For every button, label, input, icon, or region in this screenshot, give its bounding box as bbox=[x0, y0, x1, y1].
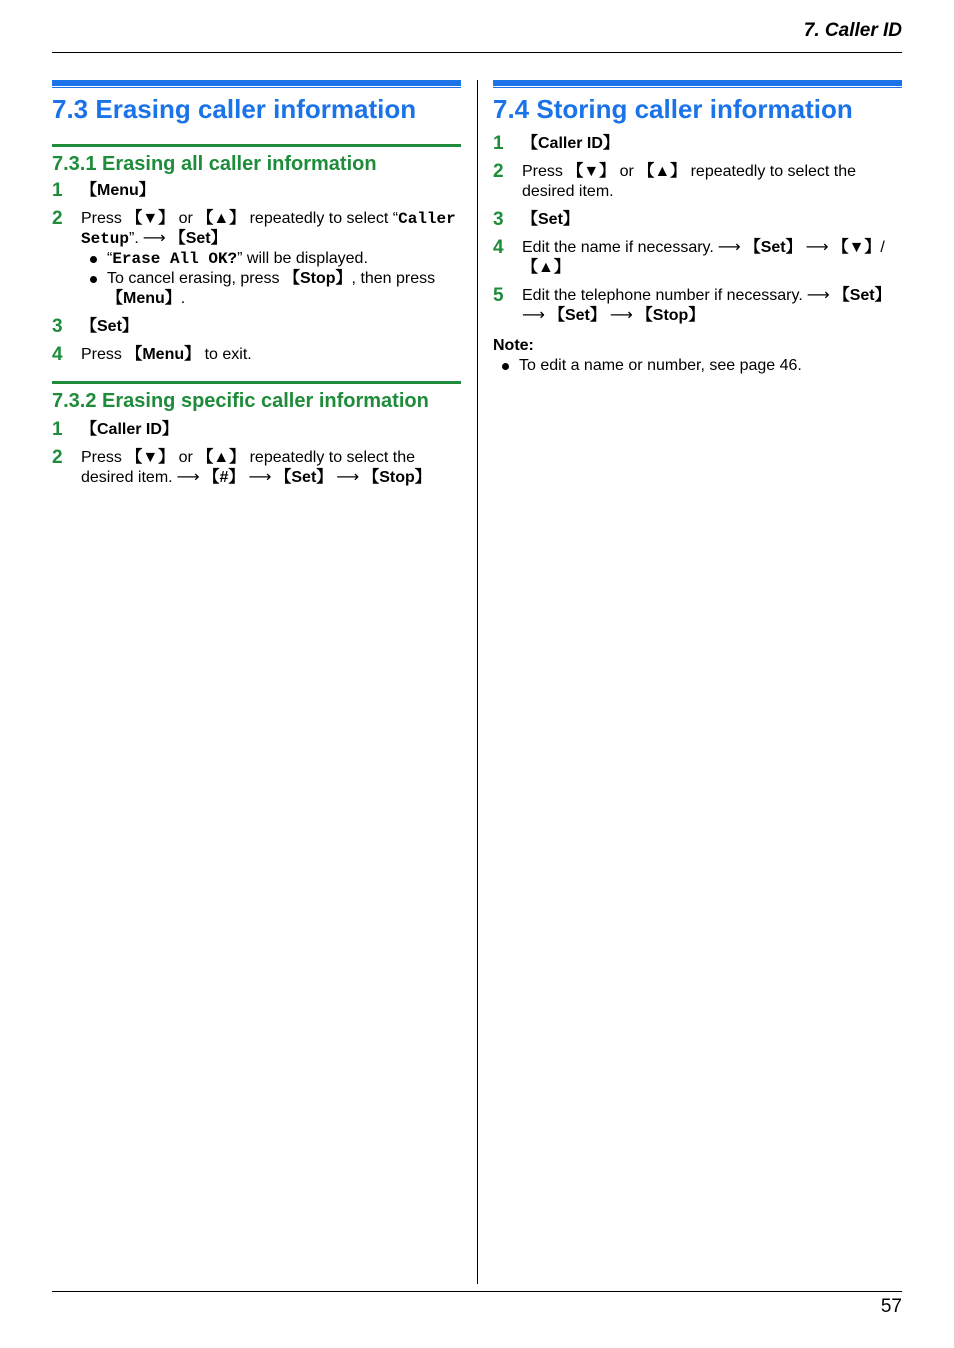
set-key: 【Set】 bbox=[81, 318, 138, 335]
step-1 bbox=[493, 134, 902, 154]
step-2 bbox=[52, 448, 461, 488]
arrow-icon: ⟶ bbox=[806, 287, 830, 304]
step-text: to exit. bbox=[200, 346, 252, 363]
arrow-icon: ⟶ bbox=[522, 307, 545, 324]
stop-key: 【Stop】 bbox=[363, 469, 431, 486]
step-number: 1 bbox=[52, 419, 63, 440]
note-list bbox=[493, 356, 902, 376]
set-key: 【Set】 bbox=[548, 307, 606, 324]
up-key: 【▲】 bbox=[638, 163, 687, 180]
step-text: Press bbox=[522, 163, 568, 180]
step-text: or bbox=[174, 210, 198, 227]
chapter-header: 7. Caller ID bbox=[803, 20, 902, 41]
section-bar bbox=[493, 80, 902, 86]
step-4 bbox=[493, 238, 902, 278]
step-text: Edit the name if necessary. bbox=[522, 239, 714, 256]
bullet-text: . bbox=[180, 290, 186, 307]
right-column bbox=[493, 80, 902, 376]
step-text: Edit the telephone number if necessary. bbox=[522, 287, 803, 304]
section-title-storing: 7.4 Storing caller information bbox=[493, 94, 853, 124]
step-number: 2 bbox=[52, 208, 63, 229]
footer-rule bbox=[52, 1291, 902, 1292]
bullet-text: To cancel erasing, press bbox=[107, 270, 284, 287]
menu-key: 【Menu】 bbox=[81, 182, 155, 199]
step-number: 4 bbox=[493, 237, 504, 258]
down-key: 【▼】 bbox=[567, 163, 616, 180]
step-text: repeatedly to select the desired item. bbox=[81, 449, 416, 486]
step-2 bbox=[52, 209, 461, 309]
subsection-title-erase-all: 7.3.1 Erasing all caller information bbox=[52, 153, 377, 175]
arrow-icon: ⟶ bbox=[248, 469, 272, 486]
step-number: 4 bbox=[52, 344, 63, 365]
up-key: 【▲】 bbox=[522, 259, 570, 276]
step-text: repeatedly to select the desired item. bbox=[522, 163, 857, 200]
quote-open: “ bbox=[107, 250, 113, 267]
step-4 bbox=[52, 345, 461, 365]
bullet-item bbox=[81, 249, 461, 269]
subsection-bar bbox=[52, 144, 461, 147]
step-2 bbox=[493, 162, 902, 202]
set-key: 【Set】 bbox=[833, 287, 891, 304]
step-3 bbox=[493, 210, 902, 230]
set-key: 【Set】 bbox=[522, 211, 579, 228]
subsection-title-erase-specific: 7.3.2 Erasing specific caller information bbox=[52, 390, 429, 412]
header-rule bbox=[52, 52, 902, 53]
step-number: 2 bbox=[493, 161, 504, 182]
page-number: 57 bbox=[880, 1296, 902, 1317]
step-3 bbox=[52, 317, 461, 337]
step-number: 5 bbox=[493, 285, 504, 306]
up-key: 【▲】 bbox=[197, 449, 246, 466]
menu-key: 【Menu】 bbox=[107, 290, 181, 307]
step-text: ”. bbox=[129, 230, 139, 247]
bullet-list bbox=[81, 249, 461, 309]
step-text: or bbox=[615, 163, 639, 180]
step-text: or bbox=[174, 449, 198, 466]
section-bar bbox=[52, 80, 461, 86]
step-text: repeatedly to select “ bbox=[245, 210, 399, 227]
column-divider bbox=[477, 80, 478, 1284]
arrow-icon: ⟶ bbox=[609, 307, 633, 324]
step-text: Press bbox=[81, 346, 127, 363]
caller-id-key: 【Caller ID】 bbox=[81, 421, 178, 438]
note-bullet: To edit a name or number, see page 46. bbox=[493, 356, 902, 376]
hash-key: 【#】 bbox=[203, 469, 245, 486]
step-number: 3 bbox=[52, 316, 63, 337]
step-number: 3 bbox=[493, 209, 504, 230]
section-bar-thin bbox=[493, 87, 902, 88]
set-key: 【Set】 bbox=[744, 239, 802, 256]
section-bar-thin bbox=[52, 87, 461, 88]
note-label: Note: bbox=[493, 337, 534, 354]
menu-key: 【Menu】 bbox=[126, 346, 201, 363]
down-key: 【▼】 bbox=[832, 239, 881, 256]
bullet-text: , then press bbox=[351, 270, 436, 287]
subsection-bar bbox=[52, 381, 461, 384]
step-text: Press bbox=[81, 210, 127, 227]
down-key: 【▼】 bbox=[126, 210, 175, 227]
step-number: 1 bbox=[52, 180, 63, 201]
section-title-erasing: 7.3 Erasing caller information bbox=[52, 94, 417, 124]
arrow-icon: ⟶ bbox=[336, 469, 360, 486]
step-number: 2 bbox=[52, 447, 63, 468]
step-5 bbox=[493, 286, 902, 326]
bullet-item bbox=[81, 269, 461, 309]
down-key: 【▼】 bbox=[126, 449, 175, 466]
set-key: 【Set】 bbox=[275, 469, 333, 486]
step-number: 1 bbox=[493, 133, 504, 154]
display-text: Erase All OK? bbox=[112, 250, 238, 268]
arrow-icon: ⟶ bbox=[176, 469, 200, 486]
set-key: 【Set】 bbox=[169, 230, 227, 247]
step-1 bbox=[52, 181, 461, 201]
up-key: 【▲】 bbox=[197, 210, 246, 227]
arrow-icon: ⟶ bbox=[805, 239, 829, 256]
step-1 bbox=[52, 420, 461, 440]
display-text: Caller Setup bbox=[81, 210, 456, 248]
arrow-icon: ⟶ bbox=[142, 230, 166, 247]
slash: / bbox=[880, 239, 885, 256]
step-text: Press bbox=[81, 449, 127, 466]
stop-key: 【Stop】 bbox=[636, 307, 705, 324]
stop-key: 【Stop】 bbox=[283, 270, 352, 287]
arrow-icon: ⟶ bbox=[717, 239, 741, 256]
bullet-text: ” will be displayed. bbox=[237, 250, 368, 267]
left-column bbox=[52, 80, 461, 488]
caller-id-key: 【Caller ID】 bbox=[522, 135, 619, 152]
